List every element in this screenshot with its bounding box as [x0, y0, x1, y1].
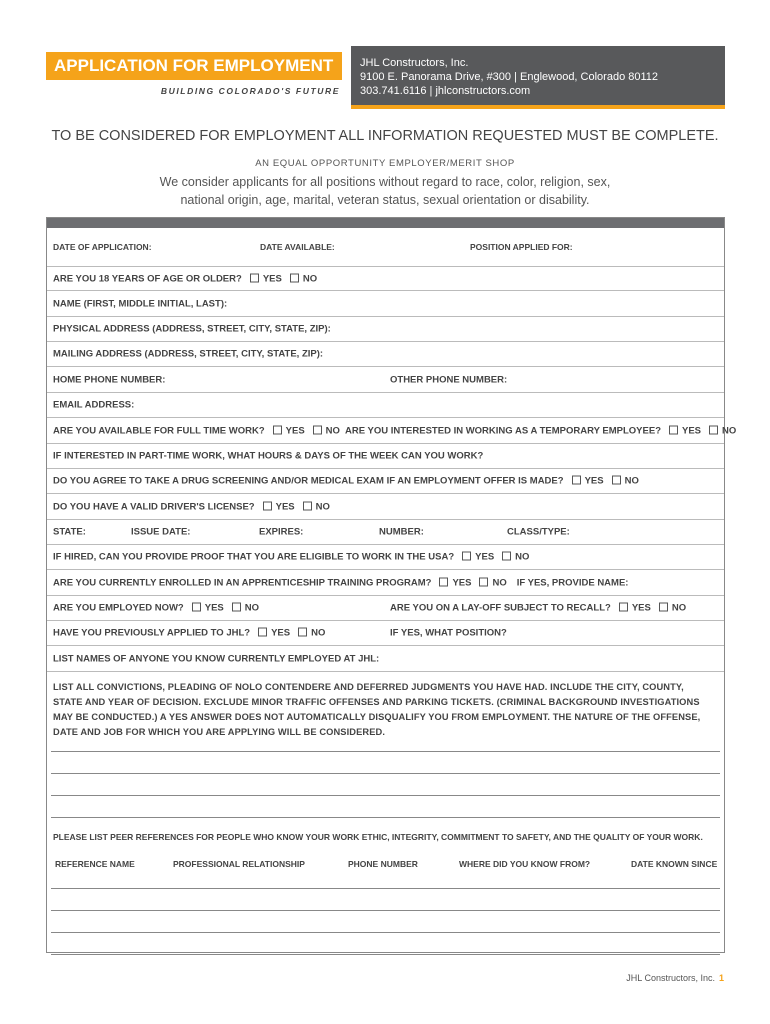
apprenticeship-question: ARE YOU CURRENTLY ENROLLED IN AN APPRENTICESHIP TRAINING PROGRAM?: [53, 577, 432, 588]
apprenticeship-yes-checkbox[interactable]: [439, 577, 448, 586]
row-license-details: [47, 520, 724, 545]
eeo-statement: AN EQUAL OPPORTUNITY EMPLOYER/MERIT SHOP: [255, 158, 515, 169]
yes-label: YES: [204, 602, 224, 614]
reference-line-3[interactable]: [51, 932, 720, 933]
headline: TO BE CONSIDERED FOR EMPLOYMENT ALL INFORMATION REQUESTED MUST BE COMPLETE.: [51, 128, 719, 144]
references-instructions: PLEASE LIST PEER REFERENCES FOR PEOPLE WHO KNOW YOUR WORK ETHIC, INTEGRITY, COMMITMENT TO SAFETY, AND THE QUALITY OF YOUR WORK.: [53, 832, 703, 842]
no-label: NO: [325, 425, 340, 436]
applied-before-yes-checkbox[interactable]: [258, 628, 267, 637]
class-type-label: CLASS/TYPE:: [507, 526, 570, 538]
no-label: NO: [492, 577, 507, 588]
age-no-checkbox[interactable]: [290, 273, 299, 282]
ref-col-since: DATE KNOWN SINCE: [631, 859, 718, 869]
position-applied-label: POSITION APPLIED FOR:: [470, 242, 573, 252]
nondiscrimination-statement: We consider applicants for all positions without regard to race, color, religion, sex, national origin, age, marital, veteran status, sexual orientation or disability.: [159, 175, 611, 207]
drug-screen-question: DO YOU AGREE TO TAKE A DRUG SCREENING AND/OR MEDICAL EXAM IF AN EMPLOYMENT OFFER IS MADE?: [53, 475, 564, 487]
no-label: NO: [515, 551, 530, 563]
yes-label: YES: [452, 577, 472, 588]
drug-screen-yes-checkbox[interactable]: [572, 476, 581, 485]
row-availability: [47, 418, 737, 444]
company-address: 9100 E. Panorama Drive, #300 | Englewood, Colorado 80112: [360, 71, 659, 83]
license-no-checkbox[interactable]: [303, 501, 312, 510]
apprenticeship-no-checkbox[interactable]: [479, 577, 488, 586]
number-label: NUMBER:: [379, 526, 424, 538]
row-phones: [47, 367, 724, 393]
full-time-yes-checkbox[interactable]: [273, 425, 282, 434]
convictions-line-2: [51, 773, 720, 774]
temporary-yes-checkbox[interactable]: [669, 425, 678, 434]
eligibility-no-checkbox[interactable]: [502, 552, 511, 561]
layoff-no-checkbox[interactable]: [659, 603, 668, 612]
ref-col-relationship: PROFESSIONAL RELATIONSHIP: [173, 859, 305, 869]
yes-label: YES: [584, 475, 604, 487]
date-available-label: DATE AVAILABLE:: [260, 242, 335, 252]
company-info: [351, 46, 725, 109]
convictions-line-1: [51, 751, 720, 752]
name-label: NAME (FIRST, MIDDLE INITIAL, LAST):: [53, 298, 228, 309]
convictions-line-3: [51, 795, 720, 796]
row-dates: [47, 228, 724, 267]
part-time-label: IF INTERESTED IN PART-TIME WORK, WHAT HOURS & DAYS OF THE WEEK CAN YOU WORK?: [53, 450, 484, 462]
employed-question: ARE YOU EMPLOYED NOW?: [53, 602, 184, 614]
license-yes-checkbox[interactable]: [263, 501, 272, 510]
row-mailing-address[interactable]: [47, 342, 724, 367]
page-footer: [626, 973, 724, 983]
full-time-no-checkbox[interactable]: [313, 425, 322, 434]
home-phone-label: HOME PHONE NUMBER:: [53, 374, 166, 385]
no-label: NO: [671, 602, 687, 614]
row-name[interactable]: [47, 291, 724, 317]
company-contact: 303.741.6116 | jhlconstructors.com: [360, 85, 531, 97]
row-physical-address[interactable]: [47, 317, 724, 342]
expires-label: EXPIRES:: [259, 526, 304, 538]
row-part-time[interactable]: [47, 444, 724, 469]
state-label: STATE:: [53, 526, 86, 538]
application-form: [46, 217, 737, 953]
reference-line-4[interactable]: [51, 954, 720, 955]
apprenticeship-name-label: IF YES, PROVIDE NAME:: [516, 577, 629, 588]
date-of-application-label: DATE OF APPLICATION:: [53, 242, 152, 252]
yes-label: YES: [271, 627, 291, 639]
header-branding: [46, 52, 342, 96]
reference-line-1[interactable]: [51, 888, 720, 889]
yes-label: YES: [475, 551, 495, 563]
ref-col-where: WHERE DID YOU KNOW FROM?: [459, 859, 591, 869]
no-label: NO: [311, 627, 326, 639]
no-label: NO: [302, 273, 318, 284]
row-apprenticeship: [47, 570, 724, 596]
issue-date-label: ISSUE DATE:: [131, 526, 191, 538]
row-email[interactable]: [47, 393, 724, 418]
employed-yes-checkbox[interactable]: [192, 603, 201, 612]
company-name: JHL Constructors, Inc.: [360, 57, 469, 69]
yes-label: YES: [682, 425, 702, 436]
row-know-employed[interactable]: [47, 646, 724, 672]
full-time-question: ARE YOU AVAILABLE FOR FULL TIME WORK?: [53, 425, 265, 436]
ref-col-name: REFERENCE NAME: [55, 859, 135, 869]
row-employment: [47, 596, 724, 621]
other-phone-label: OTHER PHONE NUMBER:: [390, 374, 508, 385]
drug-screen-no-checkbox[interactable]: [612, 476, 621, 485]
yes-label: YES: [275, 501, 295, 512]
form-top-bar: [47, 218, 724, 228]
no-label: NO: [315, 501, 330, 512]
what-position-label: IF YES, WHAT POSITION?: [390, 627, 507, 639]
row-license: [47, 494, 724, 520]
eligibility-yes-checkbox[interactable]: [462, 552, 471, 561]
temporary-question: ARE YOU INTERESTED IN WORKING AS A TEMPORARY EMPLOYEE?: [345, 425, 661, 436]
no-label: NO: [244, 602, 259, 614]
license-question: DO YOU HAVE A VALID DRIVER'S LICENSE?: [53, 501, 255, 512]
yes-label: YES: [262, 273, 282, 284]
layoff-question: ARE YOU ON A LAY-OFF SUBJECT TO RECALL?: [390, 602, 611, 614]
convictions-line-4: [51, 817, 720, 818]
applied-before-question: HAVE YOU PREVIOUSLY APPLIED TO JHL?: [53, 627, 251, 639]
no-label: NO: [722, 425, 737, 436]
employed-no-checkbox[interactable]: [232, 603, 241, 612]
row-convictions[interactable]: [47, 672, 724, 830]
temporary-no-checkbox[interactable]: [709, 425, 718, 434]
reference-line-2[interactable]: [51, 910, 720, 911]
yes-label: YES: [285, 425, 305, 436]
eligibility-question: IF HIRED, CAN YOU PROVIDE PROOF THAT YOU ARE ELIGIBLE TO WORK IN THE USA?: [53, 551, 455, 563]
convictions-instructions: LIST ALL CONVICTIONS, PLEADING OF NOLO CONTENDERE AND DEFERRED JUDGMENTS YOU HAVE HAD. INCLUDE THE CITY, COUNTY, STATE AND YEAR OF DECISION. EXCLUDE MINOR TRAFFIC OFFENSES AND PARKING TICKETS. (CRIMINAL BACKGROUND INVESTIGATIONS MAY BE CONDUCTED.) A YES ANSWER DOES NOT AUTOMATICALLY DISQUALIFY YOU FROM EMPLOYMENT. THE NATURE OF THE OFFENSE, DATE AND JOB FOR WHICH YOU ARE APPLYING WILL BE CONSIDERED.: [53, 682, 701, 737]
references-section: [47, 830, 724, 975]
footer-company: JHL Constructors, Inc.: [626, 973, 715, 983]
ref-col-phone: PHONE NUMBER: [348, 859, 418, 869]
form-title: APPLICATION FOR EMPLOYMENT: [46, 52, 342, 80]
physical-address-label: PHYSICAL ADDRESS (ADDRESS, STREET, CITY, STATE, ZIP):: [53, 323, 331, 335]
age-yes-checkbox[interactable]: [250, 273, 259, 282]
mailing-address-label: MAILING ADDRESS (ADDRESS, STREET, CITY, STATE, ZIP):: [53, 348, 324, 360]
layoff-yes-checkbox[interactable]: [619, 603, 628, 612]
no-label: NO: [624, 475, 639, 487]
yes-label: YES: [631, 602, 651, 614]
row-age: [47, 267, 724, 291]
row-drug-screen: [47, 469, 724, 494]
row-applied-before: [47, 621, 724, 646]
row-eligibility: [47, 545, 724, 570]
know-employed-label: LIST NAMES OF ANYONE YOU KNOW CURRENTLY EMPLOYED AT JHL:: [53, 653, 380, 664]
page-number: 1: [718, 973, 724, 983]
age-question: ARE YOU 18 YEARS OF AGE OR OLDER?: [53, 273, 242, 284]
email-label: EMAIL ADDRESS:: [53, 399, 135, 411]
tagline: BUILDING COLORADO'S FUTURE: [160, 86, 340, 96]
applied-before-no-checkbox[interactable]: [298, 628, 307, 637]
